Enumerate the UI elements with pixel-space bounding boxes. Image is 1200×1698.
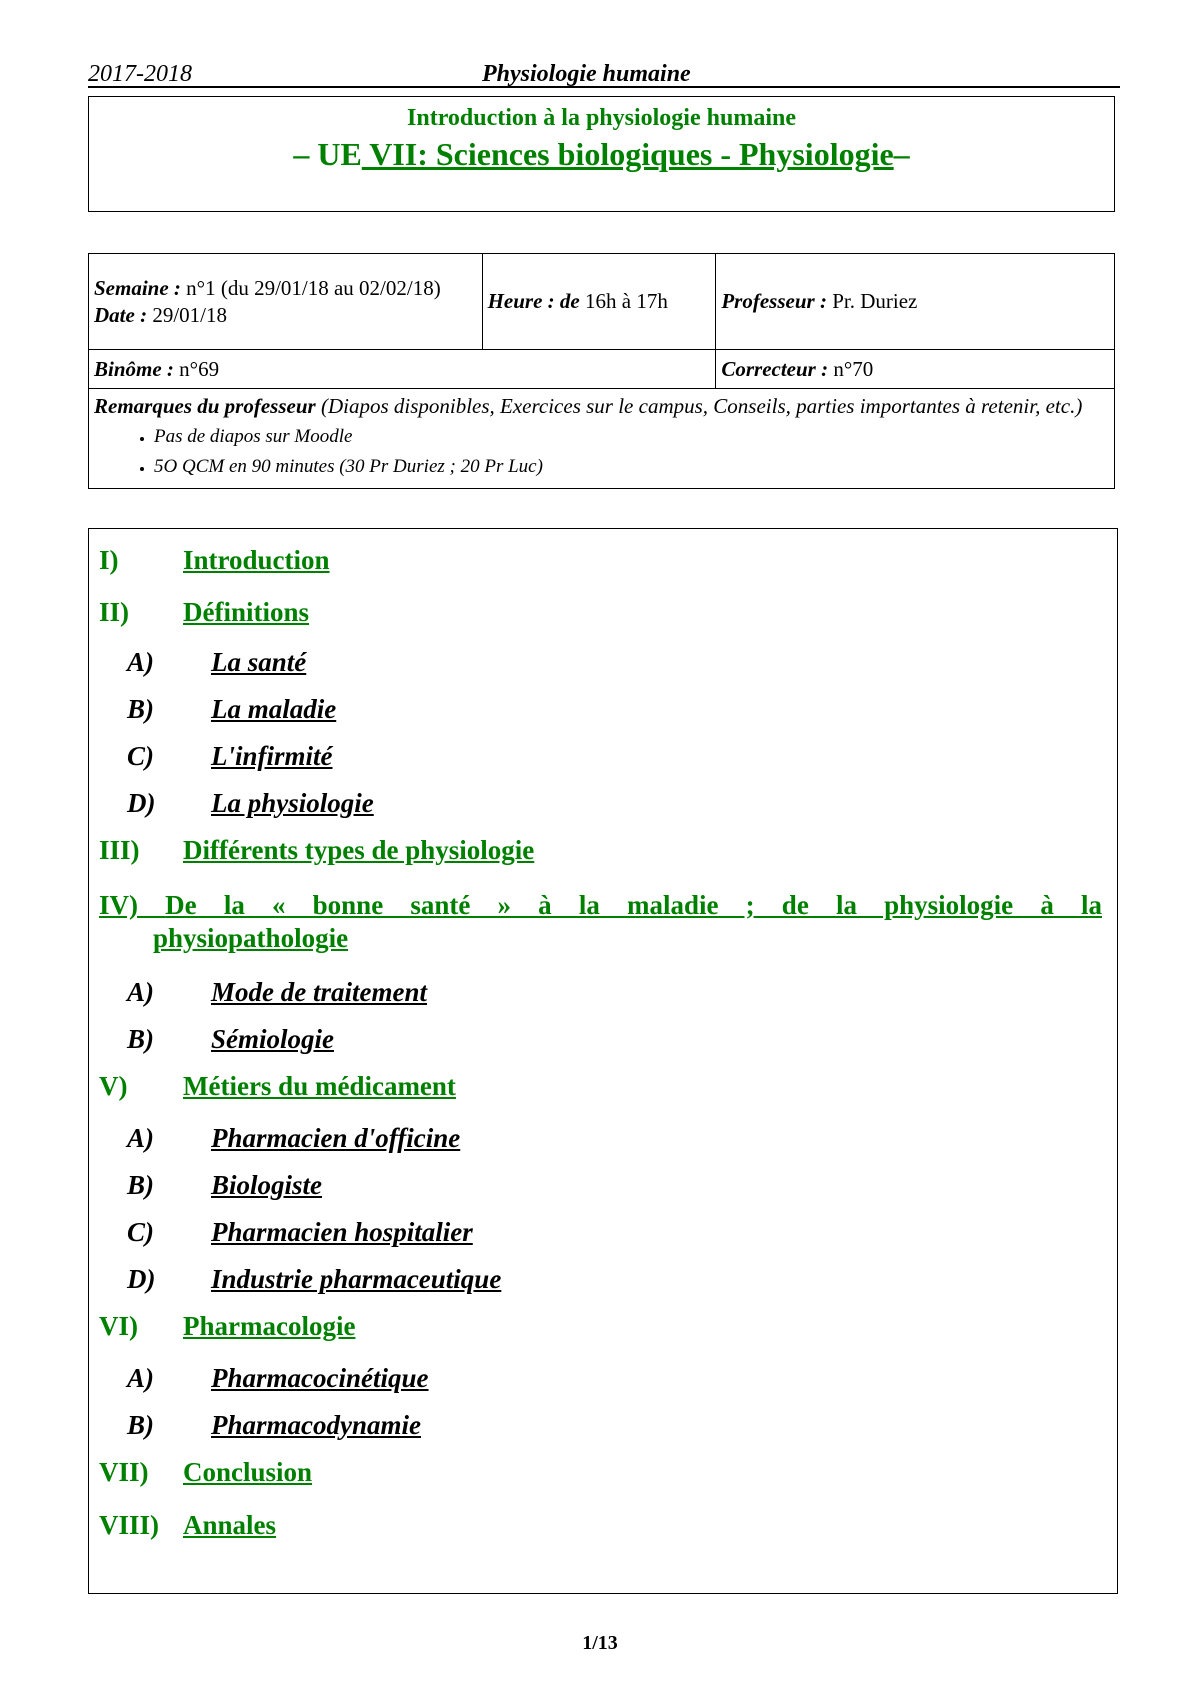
- outline-number: VII): [99, 1457, 149, 1487]
- date-label: Date :: [94, 302, 148, 327]
- title-suffix: –: [893, 136, 910, 172]
- outline-title: Pharmacien d'officine: [211, 1123, 461, 1153]
- heure-value: 16h à 17h: [579, 289, 668, 313]
- outline-title: Mode de traitement: [211, 977, 427, 1007]
- heure-cell: [482, 254, 716, 350]
- outline-number: A): [127, 977, 154, 1007]
- outline-number: III): [99, 835, 140, 865]
- outline-title: Définitions: [183, 597, 310, 627]
- page-number: 1/13: [582, 1632, 618, 1654]
- outline-number: VI): [99, 1311, 138, 1341]
- outline-title: Différents types de physiologie: [183, 835, 535, 865]
- outline-number: D): [127, 788, 156, 818]
- remarque-item: • 5O QCM en 90 minutes (30 Pr Duriez ; 20 Pr Luc): [154, 452, 1109, 482]
- binome-label: Binôme :: [94, 356, 174, 381]
- outline-title: L'infirmité: [211, 741, 333, 771]
- outline-number: VIII): [99, 1510, 160, 1540]
- remarques-label: Remarques du professeur: [94, 394, 316, 418]
- outline-title: Annales: [183, 1510, 277, 1540]
- outline-number: A): [127, 1363, 154, 1393]
- outline-title: Pharmacologie: [183, 1311, 356, 1341]
- professeur-label: Professeur :: [721, 289, 827, 313]
- heure-label: Heure : de: [487, 289, 580, 313]
- outline-title: Métiers du médicament: [183, 1071, 456, 1101]
- outline-title: Sémiologie: [211, 1024, 334, 1054]
- title-prefix: – UE: [293, 136, 362, 172]
- outline-number: C): [127, 1217, 154, 1247]
- correcteur-cell: [716, 350, 1115, 389]
- correcteur-value: n°70: [828, 356, 874, 381]
- title-main: VII: Sciences biologiques - Physiologie: [361, 136, 894, 172]
- outline-title: La maladie: [211, 694, 337, 724]
- outline-number: A): [127, 1123, 154, 1153]
- outline-box: [88, 528, 1118, 1594]
- outline-number: B): [127, 1410, 154, 1440]
- outline-title: Pharmacodynamie: [211, 1410, 421, 1440]
- correcteur-label: Correcteur :: [721, 356, 829, 381]
- outline-number: A): [127, 647, 154, 677]
- date-value: 29/01/18: [147, 302, 227, 327]
- binome-cell: [89, 350, 716, 389]
- course-info-table: [88, 253, 1115, 489]
- binome-value: n°69: [173, 356, 220, 381]
- outline-title: Pharmacien hospitalier: [211, 1217, 473, 1247]
- header-subject: Physiologie humaine: [482, 61, 691, 87]
- outline-number: IV): [99, 890, 138, 920]
- outline-number: B): [127, 694, 154, 724]
- outline-number: I): [99, 545, 119, 575]
- outline-title: La santé: [211, 647, 307, 677]
- semaine-label: Semaine :: [94, 275, 181, 300]
- outline-item-sante-maladie-cont[interactable]: physiopathologie: [153, 923, 349, 953]
- remarques-cell: [89, 389, 1115, 489]
- outline-title: Conclusion: [183, 1457, 313, 1487]
- title-box: [88, 96, 1115, 212]
- remarque-item: • Pas de diapos sur Moodle: [154, 422, 1109, 452]
- remarques-list: [94, 422, 1109, 482]
- outline-number: B): [127, 1170, 154, 1200]
- professeur-cell: [716, 254, 1115, 350]
- outline-title: Pharmacocinétique: [211, 1363, 429, 1393]
- outline-item-sante-maladie[interactable]: [99, 888, 1102, 922]
- outline-title: Industrie pharmaceutique: [211, 1264, 502, 1294]
- outline-number: V): [99, 1071, 128, 1101]
- outline-number: II): [99, 597, 130, 627]
- semaine-cell: [89, 254, 483, 350]
- outline-title: La physiologie: [211, 788, 374, 818]
- page-header: [88, 60, 1120, 88]
- outline-title: Biologiste: [211, 1170, 323, 1200]
- remarques-hint: (Diapos disponibles, Exercices sur le campus, Conseils, parties importantes à retenir, etc.): [315, 394, 1083, 418]
- outline-title: De la « bonne santé » à la maladie ; de la physiologie à la: [165, 890, 1102, 920]
- professeur-value: Pr. Duriez: [826, 289, 918, 313]
- semaine-value: n°1 (du 29/01/18 au 02/02/18): [180, 275, 441, 300]
- header-year: 2017-2018: [88, 61, 192, 87]
- course-unit: [89, 136, 1114, 173]
- outline-number: C): [127, 741, 154, 771]
- outline-number: B): [127, 1024, 154, 1054]
- outline-number: D): [127, 1264, 156, 1294]
- course-title: Introduction à la physiologie humaine: [407, 105, 796, 131]
- outline-title: Introduction: [183, 545, 330, 575]
